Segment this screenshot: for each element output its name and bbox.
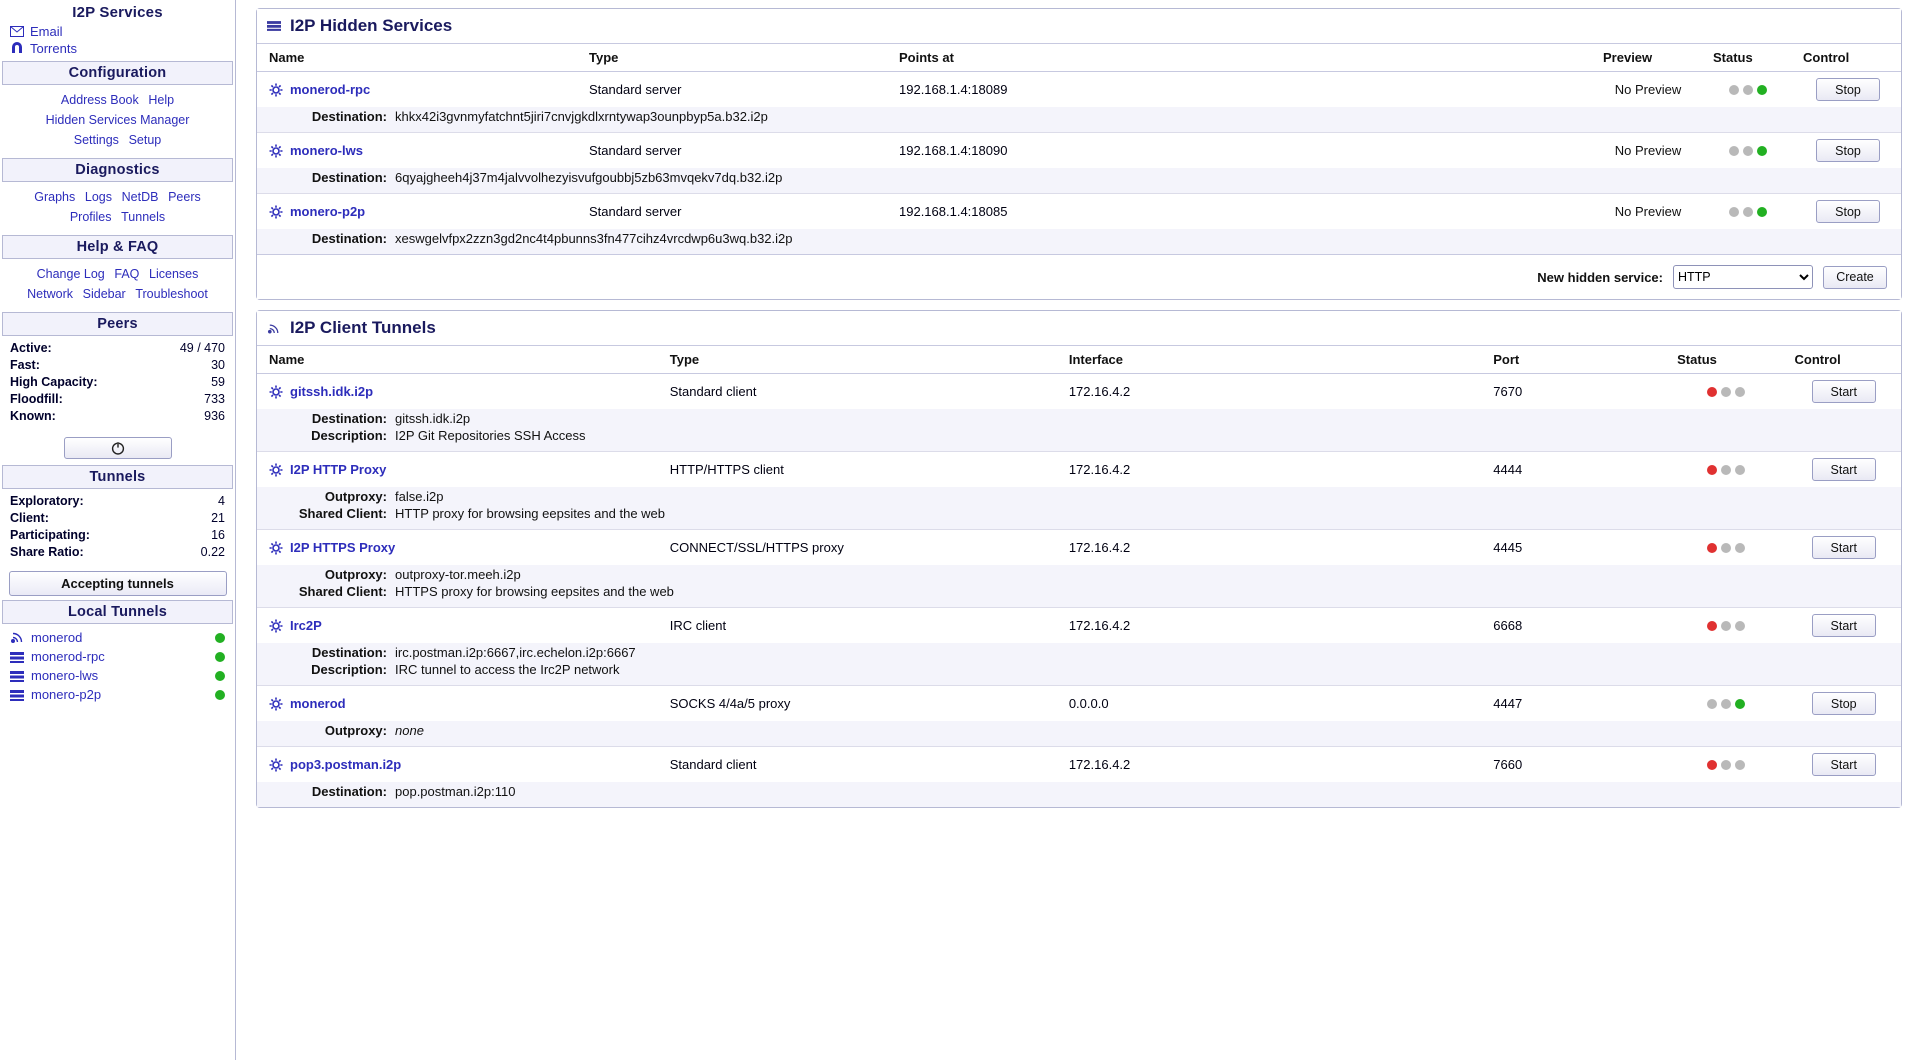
status-dot bbox=[1743, 85, 1753, 95]
ct-name-cell bbox=[257, 608, 658, 644]
local-tunnel-status-dot bbox=[215, 633, 225, 643]
ct-port: 4447 bbox=[1481, 686, 1665, 722]
status-dot bbox=[1707, 699, 1717, 709]
ct-type: SOCKS 4/4a/5 proxy bbox=[658, 686, 1057, 722]
detail-label: Destination: bbox=[311, 411, 387, 426]
tunnels-row-participating bbox=[6, 527, 229, 544]
sidebar-link-address-book[interactable]: Address Book bbox=[60, 93, 139, 107]
peers-key-high-capacity: High Capacity: bbox=[10, 375, 98, 389]
tunnels-stats bbox=[0, 493, 235, 561]
hidden-services-panel bbox=[256, 8, 1902, 300]
hs-name-cell bbox=[257, 194, 577, 230]
new-hidden-service-label: New hidden service: bbox=[1537, 269, 1663, 285]
detail-value: HTTP proxy for browsing eepsites and the web bbox=[395, 506, 666, 521]
sidebar-link-change-log[interactable]: Change Log bbox=[36, 267, 105, 281]
stop-button[interactable]: Stop bbox=[1816, 200, 1880, 223]
status-dot bbox=[1721, 387, 1731, 397]
peers-key-fast: Fast: bbox=[10, 358, 40, 372]
local-tunnel-name[interactable]: monero-p2p bbox=[31, 687, 102, 702]
ct-control bbox=[1783, 374, 1901, 410]
antenna-icon bbox=[267, 321, 281, 335]
ct-name-link[interactable]: Irc2P bbox=[290, 618, 322, 633]
peers-value-floodfill: 733 bbox=[204, 392, 225, 406]
sidebar-link-email[interactable]: Email bbox=[30, 24, 63, 39]
detail-value: pop.postman.i2p:110 bbox=[395, 784, 516, 799]
tunnels-key-participating: Participating: bbox=[10, 528, 90, 542]
sidebar-link-peers[interactable]: Peers bbox=[168, 190, 201, 204]
server-icon bbox=[10, 650, 24, 664]
sidebar-link-settings[interactable]: Settings bbox=[73, 133, 119, 147]
sidebar-item-email[interactable] bbox=[0, 23, 235, 40]
status-dot bbox=[1721, 760, 1731, 770]
ct-name-cell bbox=[257, 747, 658, 783]
sidebar-link-setup[interactable]: Setup bbox=[128, 133, 162, 147]
detail-label: Shared Client: bbox=[298, 584, 387, 599]
ct-interface: 0.0.0.0 bbox=[1057, 686, 1481, 722]
column-control: Control bbox=[1791, 44, 1901, 72]
sidebar-heading-peers: Peers bbox=[2, 312, 233, 336]
sidebar-links-help bbox=[0, 263, 235, 308]
ct-port: 7670 bbox=[1481, 374, 1665, 410]
gear-icon[interactable] bbox=[269, 463, 283, 477]
tunnels-key-share-ratio: Share Ratio: bbox=[10, 545, 84, 559]
local-tunnels-list bbox=[0, 628, 235, 704]
detail-label: Destination: bbox=[311, 645, 387, 660]
sidebar-link-tunnels[interactable]: Tunnels bbox=[121, 210, 166, 224]
accepting-tunnels-wrap bbox=[0, 571, 235, 596]
column-port: Port bbox=[1481, 346, 1665, 374]
ct-type: IRC client bbox=[658, 608, 1057, 644]
new-hidden-service-select[interactable] bbox=[1673, 265, 1813, 289]
sidebar-link-help[interactable]: Help bbox=[148, 93, 175, 107]
tunnels-value-client: 21 bbox=[211, 511, 225, 525]
detail-value: I2P Git Repositories SSH Access bbox=[395, 428, 586, 443]
start-button[interactable]: Start bbox=[1812, 614, 1876, 637]
power-button-wrap bbox=[0, 437, 235, 459]
local-tunnel-status-dot bbox=[215, 671, 225, 681]
antenna-icon bbox=[10, 631, 24, 645]
ct-type: Standard client bbox=[658, 374, 1057, 410]
table-row-details bbox=[257, 643, 1901, 686]
local-tunnel-name[interactable]: monerod-rpc bbox=[31, 649, 105, 664]
table-row-details bbox=[257, 229, 1901, 254]
gear-icon[interactable] bbox=[269, 205, 283, 219]
table-row-details bbox=[257, 782, 1901, 807]
sidebar-link-netdb[interactable]: NetDB bbox=[121, 190, 159, 204]
status-dot bbox=[1743, 146, 1753, 156]
table-row bbox=[257, 686, 1901, 722]
hs-details bbox=[257, 107, 1901, 133]
ct-interface: 172.16.4.2 bbox=[1057, 374, 1481, 410]
client-tunnels-title: I2P Client Tunnels bbox=[290, 318, 436, 337]
local-tunnel-name[interactable]: monero-lws bbox=[31, 668, 99, 683]
ct-status bbox=[1665, 374, 1782, 410]
magnet-icon bbox=[10, 42, 24, 56]
hs-name-link[interactable]: monerod-rpc bbox=[290, 82, 371, 97]
peers-value-active: 49 / 470 bbox=[179, 341, 225, 355]
sidebar bbox=[0, 0, 236, 1060]
ct-interface: 172.16.4.2 bbox=[1057, 608, 1481, 644]
ct-port: 4445 bbox=[1481, 530, 1665, 566]
ct-type: Standard client bbox=[658, 747, 1057, 783]
sidebar-link-logs[interactable]: Logs bbox=[84, 190, 112, 204]
column-preview: Preview bbox=[1591, 44, 1701, 72]
hs-points-at: 192.168.1.4:18089 bbox=[887, 72, 1591, 108]
hs-status bbox=[1701, 133, 1791, 169]
start-button[interactable]: Start bbox=[1812, 753, 1876, 776]
table-row-details bbox=[257, 487, 1901, 530]
client-tunnels-panel bbox=[256, 310, 1902, 808]
ct-name-cell bbox=[257, 452, 658, 488]
detail-label: Destination: bbox=[311, 231, 387, 246]
tunnels-row-exploratory bbox=[6, 493, 229, 510]
hs-status bbox=[1701, 194, 1791, 230]
status-dot bbox=[1721, 543, 1731, 553]
table-row-details bbox=[257, 107, 1901, 133]
ct-name-cell bbox=[257, 686, 658, 722]
ct-type: HTTP/HTTPS client bbox=[658, 452, 1057, 488]
status-dot bbox=[1729, 85, 1739, 95]
hidden-services-title: I2P Hidden Services bbox=[290, 16, 453, 35]
gear-icon[interactable] bbox=[269, 541, 283, 555]
ct-name-link[interactable]: pop3.postman.i2p bbox=[290, 757, 402, 772]
table-row-details bbox=[257, 168, 1901, 194]
sidebar-item-torrents[interactable] bbox=[0, 40, 235, 57]
hs-name-cell bbox=[257, 72, 577, 108]
column-interface: Interface bbox=[1057, 346, 1481, 374]
sidebar-heading-diagnostics: Diagnostics bbox=[2, 158, 233, 182]
status-dot bbox=[1707, 760, 1717, 770]
ct-details bbox=[257, 487, 1901, 530]
ct-name-link[interactable]: I2P HTTPS Proxy bbox=[290, 540, 396, 555]
table-row-details bbox=[257, 409, 1901, 452]
peers-row-high-capacity bbox=[6, 374, 229, 391]
detail-label: Description: bbox=[311, 428, 387, 443]
peers-key-floodfill: Floodfill: bbox=[10, 392, 63, 406]
hidden-services-table bbox=[257, 44, 1901, 254]
sidebar-heading-help-faq: Help & FAQ bbox=[2, 235, 233, 259]
table-row bbox=[257, 608, 1901, 644]
ct-details bbox=[257, 643, 1901, 686]
table-row bbox=[257, 133, 1901, 169]
peers-row-floodfill bbox=[6, 391, 229, 408]
ct-control bbox=[1783, 530, 1901, 566]
hs-name-link[interactable]: monero-lws bbox=[290, 143, 363, 158]
start-button[interactable]: Start bbox=[1812, 458, 1876, 481]
ct-interface: 172.16.4.2 bbox=[1057, 530, 1481, 566]
ct-port: 4444 bbox=[1481, 452, 1665, 488]
stop-button[interactable]: Stop bbox=[1816, 139, 1880, 162]
table-row-details bbox=[257, 565, 1901, 608]
peers-value-fast: 30 bbox=[211, 358, 225, 372]
table-row bbox=[257, 452, 1901, 488]
status-dot bbox=[1707, 387, 1717, 397]
peers-value-known: 936 bbox=[204, 409, 225, 423]
table-row bbox=[257, 530, 1901, 566]
peers-stats bbox=[0, 340, 235, 425]
sidebar-heading-tunnels: Tunnels bbox=[2, 465, 233, 489]
detail-value: gitssh.idk.i2p bbox=[395, 411, 471, 426]
ct-control bbox=[1783, 686, 1901, 722]
sidebar-heading-configuration: Configuration bbox=[2, 61, 233, 85]
detail-value: khkx42i3gvnmyfatchnt5jiri7cnvjgkdlxrntywap3ounpbyp5a.b32.i2p bbox=[395, 109, 768, 124]
server-icon bbox=[10, 669, 24, 683]
gear-icon[interactable] bbox=[269, 83, 283, 97]
ct-name-cell bbox=[257, 530, 658, 566]
detail-value: false.i2p bbox=[395, 489, 444, 504]
ct-details bbox=[257, 565, 1901, 608]
peers-value-high-capacity: 59 bbox=[211, 375, 225, 389]
status-dot bbox=[1735, 465, 1745, 475]
column-type: Type bbox=[658, 346, 1057, 374]
detail-value: xeswgelvfpx2zzn3gd2nc4t4pbunns3fn477cihz4vrcdwp6u3wq.b32.i2p bbox=[395, 231, 793, 246]
column-type: Type bbox=[577, 44, 887, 72]
ct-status bbox=[1665, 530, 1782, 566]
ct-details bbox=[257, 409, 1901, 452]
detail-label: Outproxy: bbox=[324, 489, 387, 504]
tunnels-key-client: Client: bbox=[10, 511, 49, 525]
detail-label: Outproxy: bbox=[324, 723, 387, 738]
ct-type: CONNECT/SSL/HTTPS proxy bbox=[658, 530, 1057, 566]
table-row bbox=[257, 747, 1901, 783]
stop-button[interactable]: Stop bbox=[1812, 692, 1876, 715]
hs-points-at: 192.168.1.4:18085 bbox=[887, 194, 1591, 230]
create-button[interactable]: Create bbox=[1823, 266, 1887, 289]
hs-details bbox=[257, 229, 1901, 254]
start-button[interactable]: Start bbox=[1812, 380, 1876, 403]
detail-value: IRC tunnel to access the Irc2P network bbox=[395, 662, 620, 677]
hs-preview: No Preview bbox=[1591, 194, 1701, 230]
peers-key-active: Active: bbox=[10, 341, 52, 355]
hs-type: Standard server bbox=[577, 72, 887, 108]
status-dot bbox=[1757, 207, 1767, 217]
hs-control bbox=[1791, 133, 1901, 169]
detail-value: 6qyajgheeh4j37m4jalvvolhezyisvufgoubbj5zb63mvqekv7dq.b32.i2p bbox=[395, 170, 783, 185]
detail-value: HTTPS proxy for browsing eepsites and the web bbox=[395, 584, 674, 599]
status-dot bbox=[1721, 699, 1731, 709]
ct-control bbox=[1783, 452, 1901, 488]
sidebar-link-licenses[interactable]: Licenses bbox=[149, 267, 199, 281]
hs-type: Standard server bbox=[577, 194, 887, 230]
column-name: Name bbox=[257, 346, 658, 374]
detail-label: Destination: bbox=[311, 170, 387, 185]
table-row bbox=[257, 374, 1901, 410]
sidebar-link-sidebar[interactable]: Sidebar bbox=[82, 287, 126, 301]
column-control: Control bbox=[1783, 346, 1901, 374]
detail-label: Destination: bbox=[311, 784, 387, 799]
status-dot bbox=[1735, 387, 1745, 397]
local-tunnel-name[interactable]: monerod bbox=[31, 630, 83, 645]
tunnels-row-client bbox=[6, 510, 229, 527]
local-tunnel-status-dot bbox=[215, 652, 225, 662]
status-dot bbox=[1757, 146, 1767, 156]
hs-preview: No Preview bbox=[1591, 72, 1701, 108]
detail-value: none bbox=[395, 723, 424, 738]
hs-name-link[interactable]: monero-p2p bbox=[290, 204, 366, 219]
new-hidden-service-bar bbox=[257, 254, 1901, 299]
detail-label: Outproxy: bbox=[324, 567, 387, 582]
peers-row-known bbox=[6, 408, 229, 425]
sidebar-link-troubleshoot[interactable]: Troubleshoot bbox=[135, 287, 208, 301]
detail-label: Description: bbox=[311, 662, 387, 677]
ct-status bbox=[1665, 686, 1782, 722]
detail-label: Shared Client: bbox=[298, 506, 387, 521]
status-dot bbox=[1721, 621, 1731, 631]
peers-row-fast bbox=[6, 357, 229, 374]
hidden-services-header-row bbox=[257, 44, 1901, 72]
ct-port: 6668 bbox=[1481, 608, 1665, 644]
tunnels-value-share-ratio: 0.22 bbox=[200, 545, 225, 559]
gear-icon[interactable] bbox=[269, 144, 283, 158]
sidebar-link-hidden-services-manager[interactable]: Hidden Services Manager bbox=[45, 113, 190, 127]
ct-details bbox=[257, 782, 1901, 807]
client-tunnels-header-row bbox=[257, 346, 1901, 374]
ct-status bbox=[1665, 608, 1782, 644]
local-tunnel-item[interactable] bbox=[0, 647, 235, 666]
column-status: Status bbox=[1701, 44, 1791, 72]
local-tunnel-item[interactable] bbox=[0, 666, 235, 685]
sidebar-link-profiles[interactable]: Profiles bbox=[69, 210, 112, 224]
power-icon bbox=[111, 441, 125, 455]
status-dot bbox=[1735, 760, 1745, 770]
table-row bbox=[257, 72, 1901, 108]
table-row bbox=[257, 194, 1901, 230]
sidebar-link-torrents[interactable]: Torrents bbox=[30, 41, 77, 56]
main-content bbox=[250, 0, 1908, 1060]
ct-status bbox=[1665, 747, 1782, 783]
ct-name-link[interactable]: gitssh.idk.i2p bbox=[290, 384, 374, 399]
hs-points-at: 192.168.1.4:18090 bbox=[887, 133, 1591, 169]
detail-value: outproxy-tor.meeh.i2p bbox=[395, 567, 521, 582]
sidebar-link-faq[interactable]: FAQ bbox=[114, 267, 140, 281]
sidebar-link-network[interactable]: Network bbox=[27, 287, 73, 301]
peers-row-active bbox=[6, 340, 229, 357]
column-status: Status bbox=[1665, 346, 1782, 374]
peers-key-known: Known: bbox=[10, 409, 56, 423]
ct-control bbox=[1783, 608, 1901, 644]
hs-status bbox=[1701, 72, 1791, 108]
hs-details bbox=[257, 168, 1901, 194]
status-dot bbox=[1757, 85, 1767, 95]
table-row-details bbox=[257, 721, 1901, 747]
status-dot bbox=[1707, 465, 1717, 475]
gear-icon[interactable] bbox=[269, 758, 283, 772]
gear-icon[interactable] bbox=[269, 385, 283, 399]
local-tunnel-status-dot bbox=[215, 690, 225, 700]
hidden-services-header bbox=[257, 9, 1901, 44]
status-dot bbox=[1743, 207, 1753, 217]
server-icon bbox=[10, 688, 24, 702]
gear-icon[interactable] bbox=[269, 697, 283, 711]
ct-name-link[interactable]: I2P HTTP Proxy bbox=[290, 462, 387, 477]
local-tunnel-item[interactable] bbox=[0, 628, 235, 647]
hs-name-cell bbox=[257, 133, 577, 169]
ct-status bbox=[1665, 452, 1782, 488]
ct-name-cell bbox=[257, 374, 658, 410]
ct-interface: 172.16.4.2 bbox=[1057, 747, 1481, 783]
ct-interface: 172.16.4.2 bbox=[1057, 452, 1481, 488]
status-dot bbox=[1707, 621, 1717, 631]
sidebar-links-configuration bbox=[0, 89, 235, 154]
client-tunnels-header bbox=[257, 311, 1901, 346]
tunnels-key-exploratory: Exploratory: bbox=[10, 494, 84, 508]
client-tunnels-table bbox=[257, 346, 1901, 807]
sidebar-heading-local-tunnels: Local Tunnels bbox=[2, 600, 233, 624]
ct-control bbox=[1783, 747, 1901, 783]
detail-value: irc.postman.i2p:6667,irc.echelon.i2p:6667 bbox=[395, 645, 636, 660]
shutdown-button[interactable] bbox=[64, 437, 172, 459]
ct-details bbox=[257, 721, 1901, 747]
start-button[interactable]: Start bbox=[1812, 536, 1876, 559]
tunnels-value-participating: 16 bbox=[211, 528, 225, 542]
status-dot bbox=[1735, 543, 1745, 553]
ct-port: 7660 bbox=[1481, 747, 1665, 783]
status-dot bbox=[1729, 207, 1739, 217]
column-points-at: Points at bbox=[887, 44, 1591, 72]
status-dot bbox=[1735, 621, 1745, 631]
status-dot bbox=[1729, 146, 1739, 156]
hs-preview: No Preview bbox=[1591, 133, 1701, 169]
tunnels-value-exploratory: 4 bbox=[218, 494, 225, 508]
status-dot bbox=[1707, 543, 1717, 553]
column-name: Name bbox=[257, 44, 577, 72]
tunnels-row-share-ratio bbox=[6, 544, 229, 561]
stop-button[interactable]: Stop bbox=[1816, 78, 1880, 101]
detail-label: Destination: bbox=[311, 109, 387, 124]
sidebar-title: I2P Services bbox=[72, 4, 163, 21]
envelope-icon bbox=[10, 25, 24, 39]
accepting-tunnels-button[interactable]: Accepting tunnels bbox=[9, 571, 227, 596]
sidebar-link-graphs[interactable]: Graphs bbox=[34, 190, 76, 204]
ct-name-link[interactable]: monerod bbox=[290, 696, 346, 711]
status-dot bbox=[1735, 699, 1745, 709]
gear-icon[interactable] bbox=[269, 619, 283, 633]
hs-control bbox=[1791, 72, 1901, 108]
server-icon bbox=[267, 19, 281, 33]
status-dot bbox=[1721, 465, 1731, 475]
hs-control bbox=[1791, 194, 1901, 230]
local-tunnel-item[interactable] bbox=[0, 685, 235, 704]
hs-type: Standard server bbox=[577, 133, 887, 169]
sidebar-links-diagnostics bbox=[0, 186, 235, 231]
